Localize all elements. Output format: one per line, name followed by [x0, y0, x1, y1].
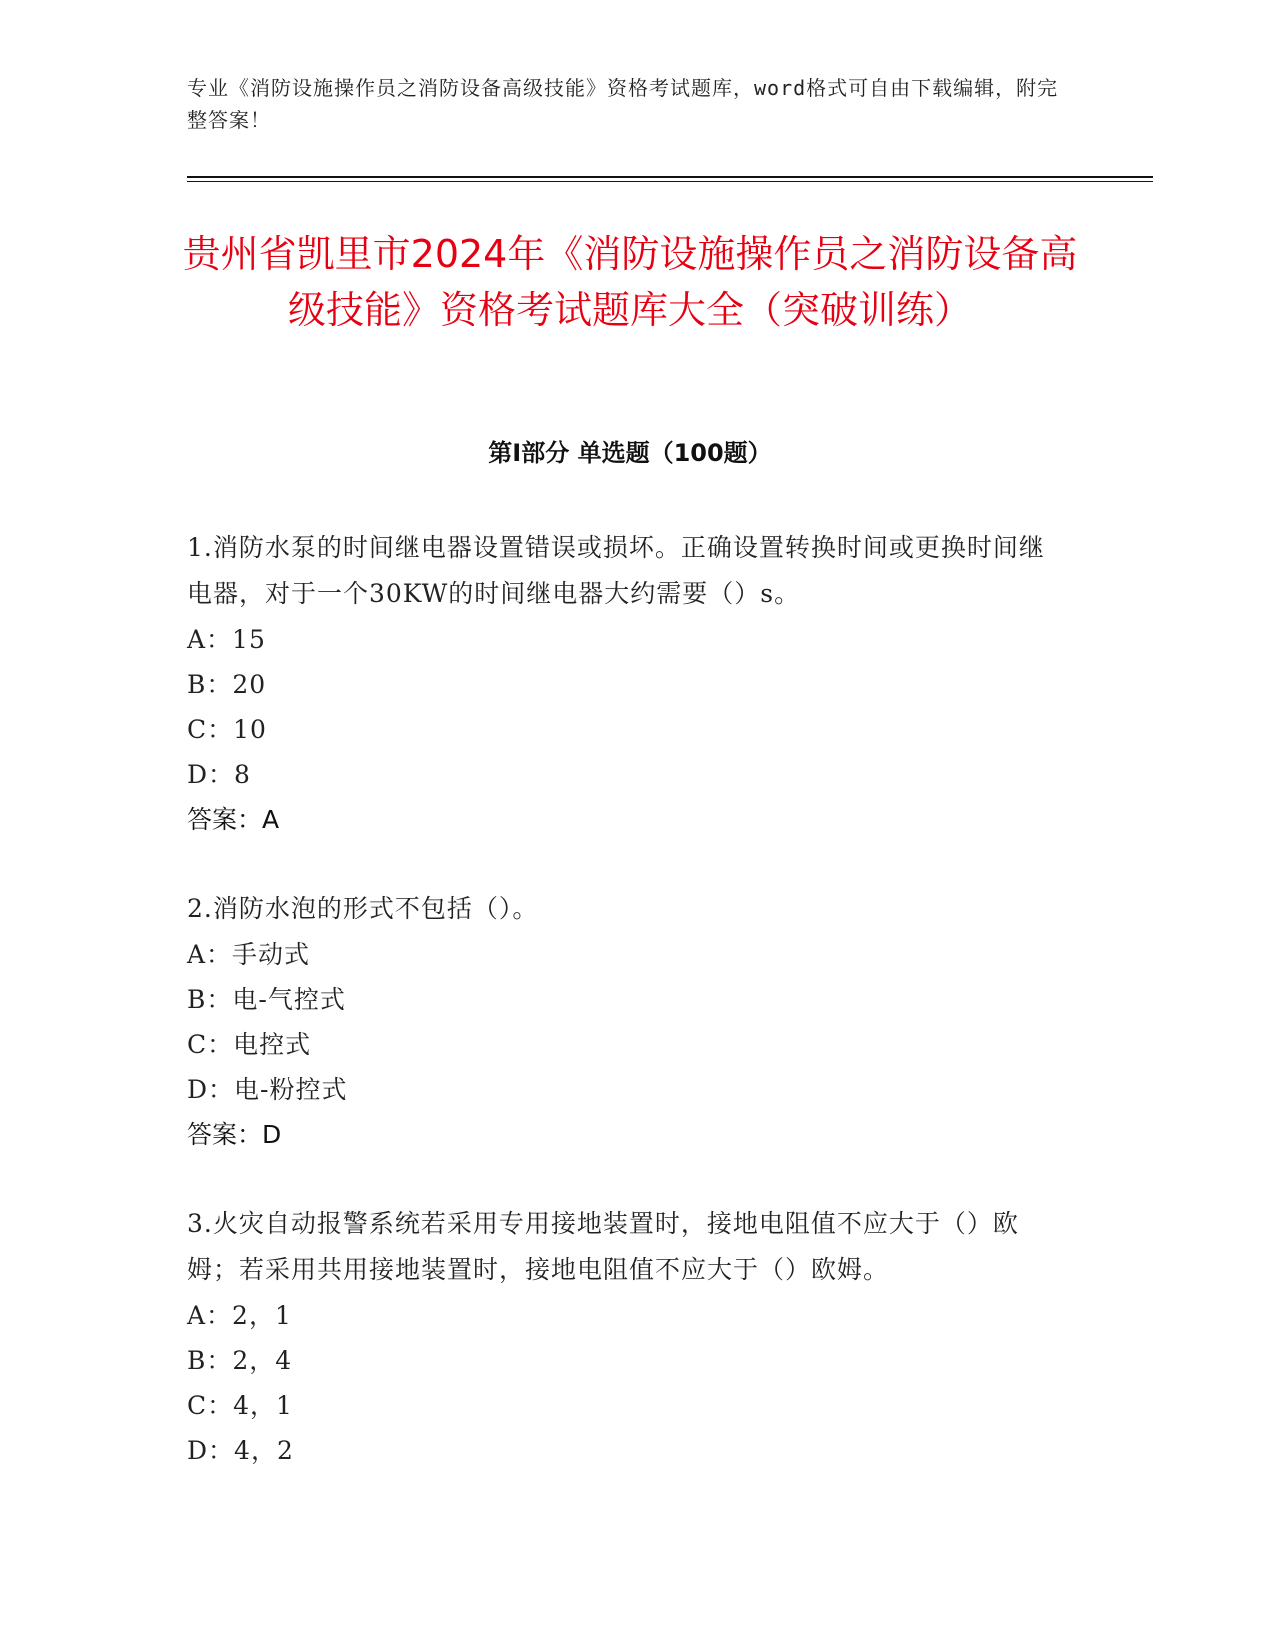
header-divider-thin	[187, 181, 1153, 182]
header-note: 专业《消防设施操作员之消防设备高级技能》资格考试题库，word格式可自由下载编辑，附完整答案！	[187, 76, 1059, 132]
question-1	[187, 525, 1067, 842]
option-c: C：10	[187, 715, 267, 744]
question-stem: 3.火灾自动报警系统若采用专用接地装置时，接地电阻值不应大于（）欧姆；若采用共用接地装置时，接地电阻值不应大于（）欧姆。	[187, 1209, 1019, 1284]
header-divider-thick	[187, 176, 1153, 178]
document-title: 贵州省凯里市2024年《消防设施操作员之消防设备高级技能》资格考试题库大全（突破训练）	[182, 232, 1078, 332]
section-heading: 第Ⅰ部分 单选题（100题）	[488, 439, 772, 467]
option-b: B：电-气控式	[187, 985, 346, 1014]
option-a: A：15	[187, 625, 266, 654]
option-a: A：手动式	[187, 940, 311, 969]
option-d: D：电-粉控式	[187, 1075, 348, 1104]
option-c: C：4，1	[187, 1391, 293, 1420]
question-3	[187, 1201, 1067, 1473]
option-b: B：20	[187, 670, 267, 699]
question-2	[187, 886, 1067, 1157]
answer: 答案：D	[187, 1120, 282, 1149]
option-c: C：电控式	[187, 1030, 312, 1059]
option-d: D：8	[187, 760, 251, 789]
option-b: B：2，4	[187, 1346, 293, 1375]
question-stem: 2.消防水泡的形式不包括（）。	[187, 894, 539, 923]
option-d: D：4，2	[187, 1436, 294, 1465]
answer: 答案：A	[187, 805, 280, 834]
option-a: A：2，1	[187, 1301, 292, 1330]
question-list	[187, 525, 1067, 1517]
question-stem: 1.消防水泵的时间继电器设置错误或损坏。正确设置转换时间或更换时间继电器，对于一个30KW的时间继电器大约需要（）s。	[187, 533, 1045, 608]
